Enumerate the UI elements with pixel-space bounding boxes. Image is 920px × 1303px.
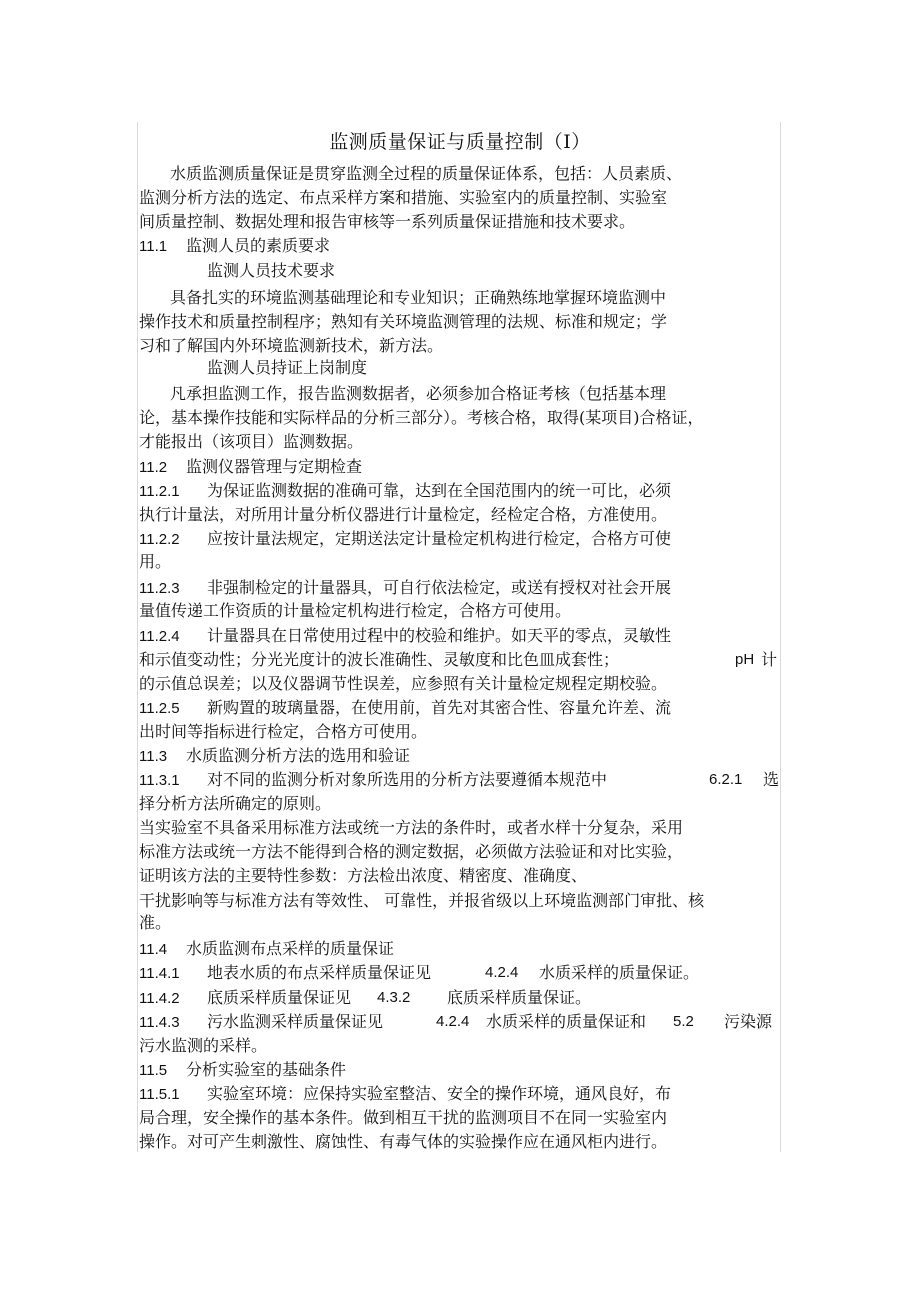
clause-number: 11.2.2 [139,531,180,548]
clause-number: 11.4.2 [139,990,180,1007]
clause-number: 11.2.3 [139,580,180,597]
clause-11-2-2-cont: 用。 [139,552,172,571]
clause-11-2-3 [139,578,784,599]
clause-text-tail: 污染源 [724,1012,773,1031]
clause-11-2-3-cont: 量值传递工作资质的计量检定机构进行检定，合格方可使用。 [139,601,572,620]
section-11-2-heading [139,457,784,478]
clause-text: 和示值变动性；分光光度计的波长准确性、灵敏度和比色皿成套性； [139,650,620,669]
clause-11-5-1 [139,1084,784,1105]
paragraph-3-line-1: 当实验室不具备采用标准方法或统一方法的条件时，或者水样十分复杂，采用 [139,818,684,837]
clause-number: 11.2.5 [139,700,180,717]
section-number: 11.4 [139,941,168,958]
ph-label: pH [735,651,755,668]
section-11-4-heading [139,939,784,960]
clause-11-2-4-cont-2: 的示值总误差；以及仪器调节性误差，应参照有关计量检定规程定期校验。 [139,674,668,693]
intro-line-3: 间质量控制、数据处理和报告审核等一系列质量保证措施和技术要求。 [139,212,636,231]
section-title: 水质监测布点采样的质量保证 [186,939,395,958]
paragraph-3-line-5: 准。 [139,913,172,932]
paragraph-3-line-2: 标准方法或统一方法不能得到合格的测定数据，必须做方法验证和对比实验， [139,842,684,861]
clause-text: 应按计量法规定，定期送法定计量检定机构进行检定，合格方可使 [207,529,672,548]
clause-text: 地表水质的布点采样质量保证见 [207,963,432,982]
clause-11-2-1 [139,481,784,502]
paragraph-2-line-3: 才能报出（该项目）监测数据。 [139,432,364,451]
clause-11-5-1-cont-2: 操作。对可产生刺激性、腐蚀性、有毒气体的实验操作应在通风柜内进行。 [139,1132,668,1151]
subheading-technical-requirements: 监测人员技术要求 [207,261,336,280]
clause-text-mid: 水质采样的质量保证和 [486,1012,647,1031]
paragraph-2-line-1: 凡承担监测工作，报告监测数据者，必须参加合格证考核（包括基本理 [170,384,667,403]
clause-11-2-5 [139,698,784,719]
clause-text-tail: 选 [763,770,780,789]
clause-11-2-1-cont: 执行计量法，对所用计量分析仪器进行计量检定，经检定合格，方准使用。 [139,505,668,524]
intro-line-1: 水质监测质量保证是贯穿监测全过程的质量保证体系，包括：人员素质、 [170,164,683,183]
clause-11-2-2 [139,529,784,550]
clause-text: 实验室环境：应保持实验室整洁、安全的操作环境，通风良好，布 [207,1084,672,1103]
paragraph-3-line-3: 证明该方法的主要特性参数：方法检出浓度、精密度、准确度、 [139,866,588,885]
section-11-1-heading [139,236,784,257]
section-title: 监测仪器管理与定期检查 [186,457,363,476]
paragraph-1-line-3: 习和了解国内外环境监测新技术，新方法。 [139,336,444,355]
page-title: 监测质量保证与质量控制（Ⅰ） [329,131,591,153]
section-number: 11.3 [139,748,168,765]
clause-11-5-1-cont-1: 局合理，安全操作的基本条件。做到相互干扰的监测项目不在同一实验室内 [139,1108,668,1127]
clause-text: 为保证监测数据的准确可靠，达到在全国范围内的统一可比，必须 [207,481,672,500]
clause-11-2-4-cont-1 [139,650,784,670]
section-11-3-heading [139,746,784,767]
clause-text: 底质采样质量保证见 [207,988,352,1007]
section-title: 水质监测分析方法的选用和验证 [186,746,411,765]
paragraph-2-line-2: 论，基本操作技能和实际样品的分析三部分）。考核合格，取得(某项目)合格证， [139,408,704,427]
clause-11-3-1 [139,770,784,791]
section-title: 分析实验室的基础条件 [186,1060,347,1079]
clause-11-4-3-cont: 污水监测的采样。 [139,1036,268,1055]
section-number: 11.1 [139,238,168,255]
left-margin-rule [137,122,138,1152]
section-number: 11.2 [139,459,168,476]
clause-number: 11.4.1 [139,965,180,982]
clause-number: 11.4.3 [139,1014,180,1031]
clause-text-tail: 底质采样质量保证。 [447,988,592,1007]
clause-text: 对不同的监测分析对象所选用的分析方法要遵循本规范中 [207,770,608,789]
clause-11-3-1-cont: 择分析方法所确定的原则。 [139,794,332,813]
clause-text: 污水监测采样质量保证见 [207,1012,384,1031]
intro-line-2: 监测分析方法的选定、布点采样方案和措施、实验室内的质量控制、实验室 [139,188,668,207]
clause-text: 新购置的玻璃量器，在使用前，首先对其密合性、容量允许差、流 [207,698,672,717]
section-number: 11.5 [139,1062,168,1079]
clause-text-tail: 计 [761,650,778,669]
clause-11-4-2 [139,988,784,1009]
subheading-certification: 监测人员持证上岗制度 [207,358,368,377]
reference-number: 6.2.1 [709,771,743,788]
reference-number-2: 5.2 [673,1013,694,1030]
clause-text: 计量器具在日常使用过程中的校验和维护。如天平的零点，灵敏性 [207,626,672,645]
clause-11-4-1 [139,963,784,984]
section-title: 监测人员的素质要求 [186,236,331,255]
clause-text-tail: 水质采样的质量保证。 [539,963,700,982]
clause-number: 11.2.1 [139,483,180,500]
reference-number: 4.2.4 [485,964,519,981]
reference-number: 4.3.2 [377,989,411,1006]
paragraph-3-line-4: 干扰影响等与标准方法有等效性、 可靠性，并报省级以上环境监测部门审批、核 [139,891,705,910]
clause-number: 11.3.1 [139,772,180,789]
clause-11-2-5-cont: 出时间等指标进行检定，合格方可使用。 [139,722,428,741]
paragraph-1-line-2: 操作技术和质量控制程序；熟知有关环境监测管理的法规、标准和规定；学 [139,312,668,331]
clause-number: 11.2.4 [139,628,180,645]
section-11-5-heading [139,1060,784,1081]
clause-number: 11.5.1 [139,1086,180,1103]
clause-text: 非强制检定的计量器具，可自行依法检定，或送有授权对社会开展 [207,578,672,597]
clause-11-2-4 [139,626,784,647]
paragraph-1-line-1: 具备扎实的环境监测基础理论和专业知识；正确熟练地掌握环境监测中 [170,288,667,307]
clause-11-4-3 [139,1012,784,1033]
reference-number: 4.2.4 [436,1013,470,1030]
